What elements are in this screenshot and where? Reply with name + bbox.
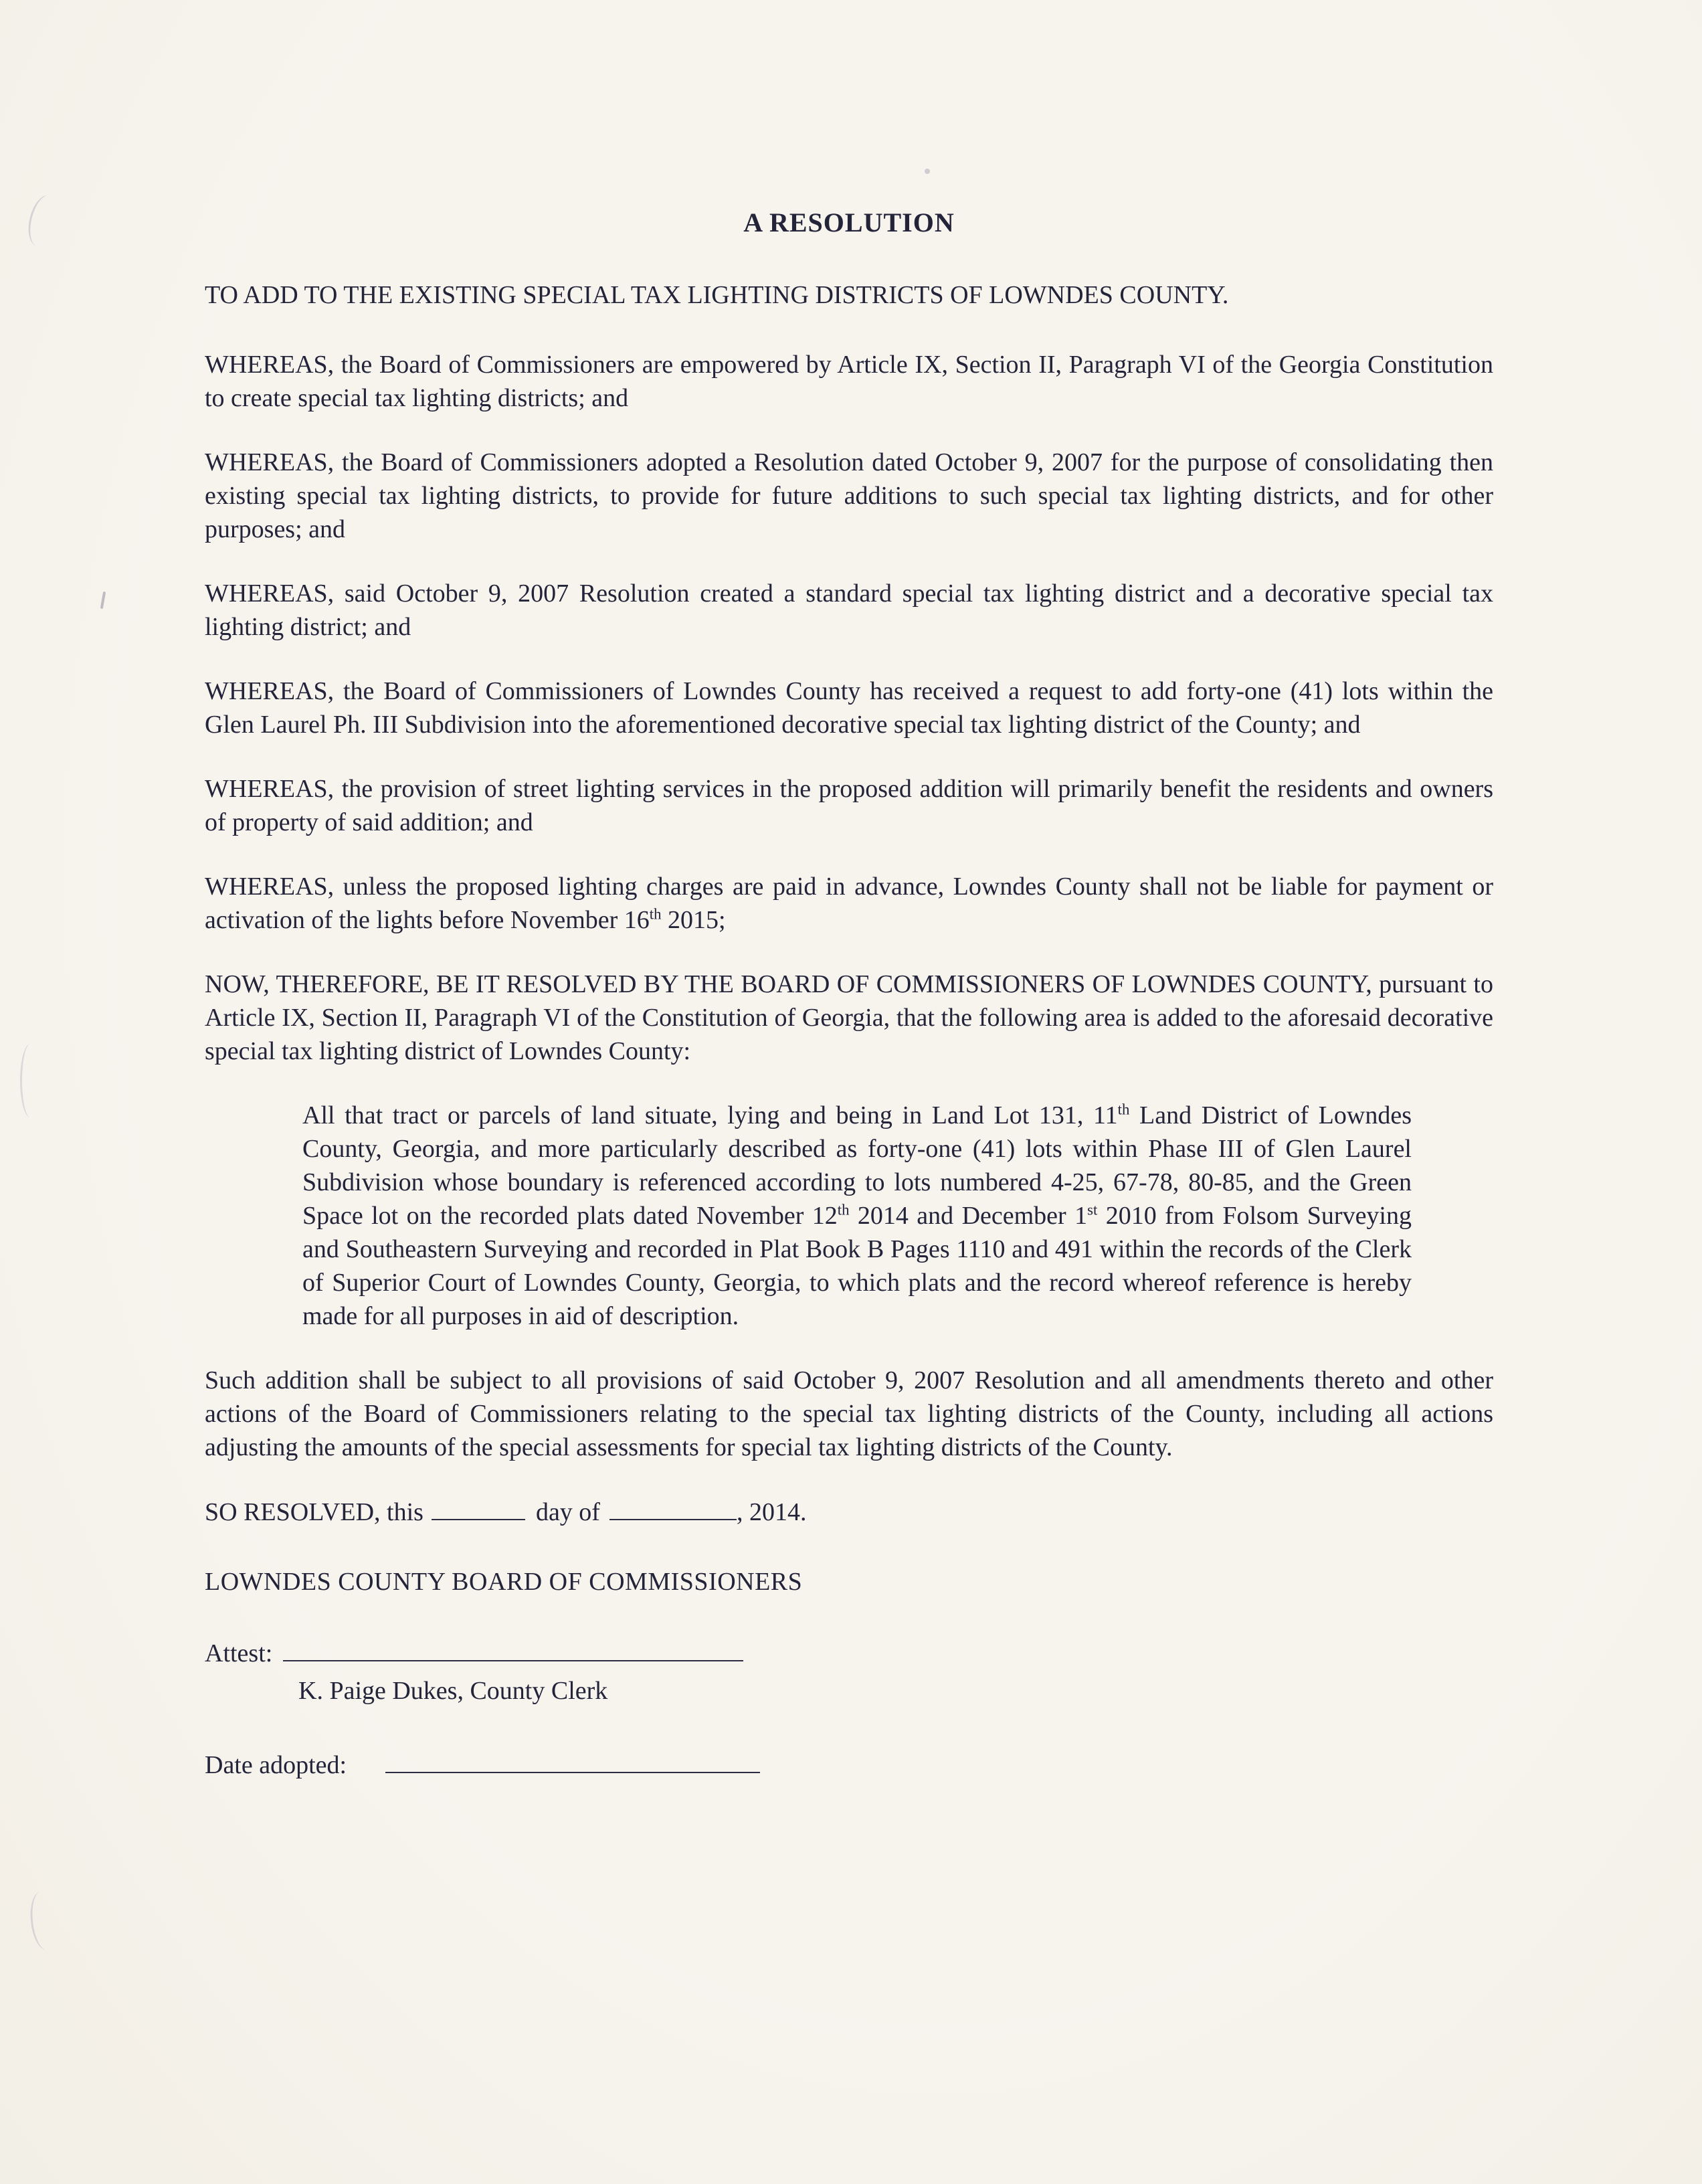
year-text: , 2014. — [736, 1498, 807, 1527]
whereas-clause-5: WHEREAS, the provision of street lighting services in the proposed addition will primarily benefit the residents and owners of property of said addition; and — [205, 775, 1493, 836]
attest-signature-line — [283, 1636, 743, 1661]
ordinal-superscript: th — [649, 905, 662, 923]
scan-artifact — [925, 169, 930, 174]
such-addition-clause: Such addition shall be subject to all provisions of said October 9, 2007 Resolution and all amendments thereto and other actions of the Board of Commissioners relating to the special tax lighting districts of the County, including all actions adjusting the amounts of the special assessments for special tax lighting districts of the County. — [205, 1366, 1493, 1461]
whereas-clause-6-tail: 2015; — [661, 906, 726, 934]
whereas-clause-3: WHEREAS, said October 9, 2007 Resolution created a standard special tax lighting district and a decorative special tax lighting district; and — [205, 579, 1493, 641]
ordinal-superscript: th — [837, 1201, 850, 1218]
whereas-clause-6 — [205, 870, 1493, 937]
month-blank-line — [609, 1495, 737, 1520]
whereas-clause-4: WHEREAS, the Board of Commissioners of Lowndes County has received a request to add forty-one (41) lots within the Glen Laurel Ph. III Subdivision into the aforementioned decorative special tax lighting district of the County; and — [205, 677, 1493, 739]
legal-description-segment: 2014 and December 1 — [849, 1202, 1088, 1230]
whereas-clause-6-text: WHEREAS, unless the proposed lighting charges are paid in advance, Lowndes County shall not be liable for payment or activation of the lights before November 16 — [205, 873, 1493, 934]
legal-description-segment: 2010 from Folsom Surveying and Southeastern Surveying and recorded in Plat Book B Pages 1110 and 491 within the records of the Clerk of Superior Court of Lowndes County, Georgia, to which plats and the record whereof reference is hereby made for all purposes in aid of description. — [302, 1202, 1412, 1330]
board-name-line: LOWNDES COUNTY BOARD OF COMMISSIONERS — [205, 1568, 803, 1597]
scan-artifact — [20, 1044, 45, 1117]
attest-label: Attest: — [205, 1639, 273, 1668]
date-adopted-line — [385, 1748, 760, 1773]
now-therefore-clause: NOW, THEREFORE, BE IT RESOLVED BY THE BOARD OF COMMISSIONERS OF LOWNDES COUNTY, pursuant to Article IX, Section II, Paragraph VI of the Constitution of Georgia, that the following area is added to the aforesaid decorative special tax lighting district of Lowndes County: — [205, 970, 1493, 1065]
whereas-clause-2: WHEREAS, the Board of Commissioners adopted a Resolution dated October 9, 2007 for the purpose of consolidating then existing special tax lighting districts, to provide for future additions to such special tax lighting districts, and for other purposes; and — [205, 448, 1493, 543]
legal-description-segment: All that tract or parcels of land situate, lying and being in Land Lot 131, 11 — [302, 1101, 1118, 1129]
day-of-text: day of — [535, 1498, 600, 1527]
whereas-clause-1: WHEREAS, the Board of Commissioners are empowered by Article IX, Section II, Paragraph VI of the Georgia Constitution to create special tax lighting districts; and — [205, 351, 1493, 412]
clerk-name: K. Paige Dukes, County Clerk — [298, 1677, 608, 1706]
scan-artifact — [23, 192, 68, 251]
date-adopted-label: Date adopted: — [205, 1751, 347, 1780]
scan-artifact — [28, 1890, 66, 1951]
ordinal-superscript: st — [1087, 1201, 1098, 1218]
legal-description — [302, 1099, 1412, 1333]
ordinal-superscript: th — [1117, 1101, 1130, 1118]
document-title: A RESOLUTION — [743, 207, 955, 238]
so-resolved-text: SO RESOLVED, this — [205, 1498, 423, 1527]
legal-description-segment: Land District of Lowndes County, Georgia, and more particularly described as forty-one (41) lots within Phase III of Glen Laurel Subdivision whose boundary is referenced according to lots numbered 4-25, 67-78, 80-85, and the Green Space lot on the recorded plats dated November 12 — [302, 1101, 1412, 1230]
document-subtitle: TO ADD TO THE EXISTING SPECIAL TAX LIGHTING DISTRICTS OF LOWNDES COUNTY. — [205, 281, 1229, 309]
attest-block — [205, 1636, 1493, 1708]
so-resolved-line — [205, 1495, 1493, 1529]
date-adopted-row — [205, 1748, 1493, 1782]
scan-artifact — [100, 592, 106, 609]
attest-row — [205, 1636, 1493, 1670]
day-blank-line — [432, 1495, 525, 1520]
